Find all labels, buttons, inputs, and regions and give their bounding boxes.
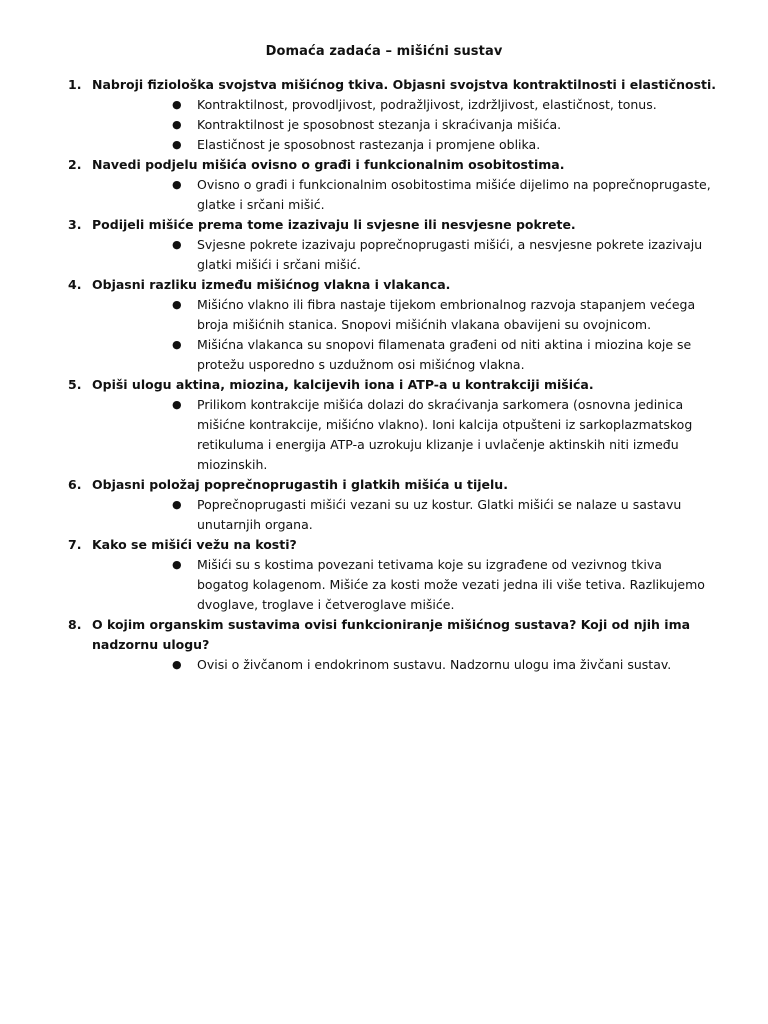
question-heading [68,155,728,175]
answer-item [68,395,717,475]
question-text: Objasni razliku između mišićnog vlakna i vlakanca. [92,277,451,292]
bullet-icon: ● [172,398,182,411]
question-number: 5. [68,377,82,392]
question-heading [68,615,728,655]
answer-list [68,175,728,215]
answer-list [68,95,728,155]
question-number: 1. [68,77,82,92]
question-heading [68,215,728,235]
answer-text: Mišićna vlakanca su snopovi filamenata građeni od niti aktina i miozina koje se protežu usporedno s uzdužnom osi mišićnog vlakna. [197,337,692,372]
answer-text: Svjesne pokrete izazivaju poprečnoprugasti mišići, a nesvjesne pokrete izazivaju glatki mišići i srčani mišić. [197,237,703,272]
question-list [68,75,728,675]
bullet-icon: ● [172,118,182,131]
question-1 [68,75,728,155]
question-heading [68,535,728,555]
answer-item [68,335,717,375]
answer-text: Mišićno vlakno ili fibra nastaje tijekom embrionalnog razvoja stapanjem većega broja mišićnih stanica. Snopovi mišićnih vlakana obavijeni su ovojnicom. [197,297,696,332]
question-number: 2. [68,157,82,172]
question-3 [68,215,728,275]
answer-item [68,175,717,215]
answer-text: Mišići su s kostima povezani tetivama koje su izgrađene od vezivnog tkiva bogatog kolagenom. Mišiće za kosti može vezati jedna ili više tetiva. Razlikujemo dvoglave, troglave i četveroglave mišiće. [197,557,705,612]
bullet-icon: ● [172,298,182,311]
question-number: 3. [68,217,82,232]
answer-item [68,495,717,535]
question-heading [68,475,728,495]
bullet-icon: ● [172,138,182,151]
answer-text: Poprečnoprugasti mišići vezani su uz kostur. Glatki mišići se nalaze u sastavu unutarnjih organa. [197,497,682,532]
question-text: Opiši ulogu aktina, miozina, kalcijevih iona i ATP-a u kontrakciji mišića. [92,377,594,392]
bullet-icon: ● [172,338,182,351]
question-text: O kojim organskim sustavima ovisi funkcioniranje mišićnog sustava? Koji od njih ima nadzornu ulogu? [92,617,691,652]
question-text: Navedi podjelu mišića ovisno o građi i funkcionalnim osobitostima. [92,157,565,172]
answer-item [68,115,717,135]
question-number: 4. [68,277,82,292]
answer-list [68,495,728,535]
question-heading [68,375,728,395]
question-7 [68,535,728,615]
answer-text: Elastičnost je sposobnost rastezanja i promjene oblika. [197,137,541,152]
answer-text: Ovisi o živčanom i endokrinom sustavu. Nadzornu ulogu ima živčani sustav. [197,657,672,672]
answer-text: Kontraktilnost je sposobnost stezanja i skraćivanja mišića. [197,117,562,132]
question-text: Objasni položaj poprečnoprugastih i glatkih mišića u tijelu. [92,477,508,492]
answer-item [68,95,717,115]
answer-text: Ovisno o građi i funkcionalnim osobitostima mišiće dijelimo na poprečnoprugaste, glatke i srčani mišić. [197,177,711,212]
question-text: Podijeli mišiće prema tome izazivaju li svjesne ili nesvjesne pokrete. [92,217,576,232]
answer-list [68,555,728,615]
question-2 [68,155,728,215]
question-number: 6. [68,477,82,492]
answer-item [68,555,717,615]
answer-item [68,135,717,155]
answer-list [68,295,728,375]
bullet-icon: ● [172,98,182,111]
question-text: Nabroji fiziološka svojstva mišićnog tkiva. Objasni svojstva kontraktilnosti i elastičnosti. [92,77,717,92]
answer-item [68,295,717,335]
question-number: 8. [68,617,82,632]
answer-list [68,235,728,275]
question-heading [68,75,728,95]
answer-item [68,235,717,275]
question-text: Kako se mišići vežu na kosti? [92,537,297,552]
question-number: 7. [68,537,82,552]
question-6 [68,475,728,535]
answer-list [68,395,728,475]
question-5 [68,375,728,475]
question-8 [68,615,728,675]
answer-text: Kontraktilnost, provodljivost, podražljivost, izdržljivost, elastičnost, tonus. [197,97,657,112]
answer-list [68,655,728,675]
bullet-icon: ● [172,498,182,511]
answer-text: Prilikom kontrakcije mišića dolazi do skraćivanja sarkomera (osnovna jedinica mišićne kontrakcije, mišićno vlakno). Ioni kalcija otpušteni iz sarkoplazmatskog retikuluma i energija ATP-a uzrokuju klizanje i uvlačenje aktinskih niti između miozinskih. [197,397,693,472]
question-4 [68,275,728,375]
bullet-icon: ● [172,238,182,251]
bullet-icon: ● [172,178,182,191]
question-heading [68,275,728,295]
answer-item [68,655,717,675]
page-title: Domaća zadaća – mišićni sustav [265,44,503,59]
bullet-icon: ● [172,558,182,571]
bullet-icon: ● [172,658,182,671]
